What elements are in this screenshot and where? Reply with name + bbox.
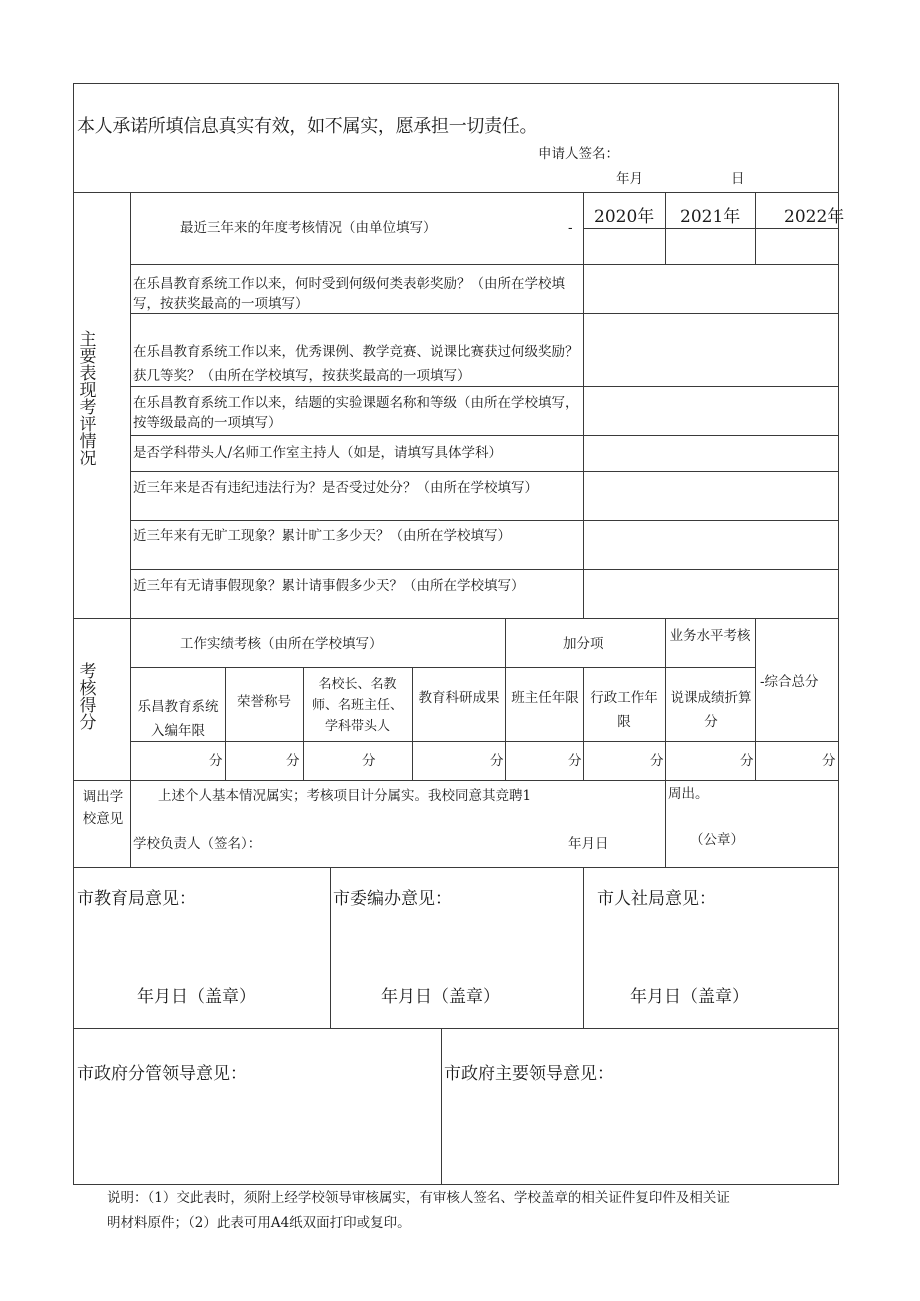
- divider: [755, 618, 756, 780]
- divider: [73, 618, 839, 619]
- divider: [583, 192, 584, 618]
- transfer-label: 调出学校意见: [82, 789, 124, 827]
- divider: [130, 780, 131, 867]
- divider: [505, 667, 506, 780]
- divider: [73, 780, 839, 781]
- performance-section-label: 主要表现考评情况: [79, 330, 97, 469]
- note-line-2: 明材料原件；（2）此表可用A4纸双面打印或复印。: [107, 1215, 411, 1231]
- divider: [505, 618, 506, 668]
- divider: [583, 667, 584, 780]
- divider: [130, 264, 839, 265]
- transfer-date: 年月日: [568, 836, 609, 852]
- divider: [130, 471, 839, 472]
- divider: [73, 867, 839, 868]
- table-border-left: [73, 83, 74, 1185]
- performance-row-research: 在乐昌教育系统工作以来，结题的实验课题名称和等级（由所在学校填写，按等级最高的一项填写）: [133, 395, 579, 431]
- signature-label: 申请人签名：: [538, 146, 619, 162]
- divider: [225, 667, 226, 780]
- seal-label: （公章）: [690, 832, 744, 848]
- score-unit-head-teacher: 分: [568, 753, 582, 769]
- education-bureau-date-seal: 年月日（盖章）: [137, 987, 256, 1007]
- chief-leader-opinion: 市政府主要领导意见：: [444, 1064, 614, 1084]
- divider: [665, 780, 666, 867]
- note-line-1: 说明：（1）交此表时，须附上经学校领导审核属实，有审核人签名、学校盖章的相关证件复印件及相关证: [107, 1190, 730, 1206]
- deputy-leader-opinion: 市政府分管领导意见：: [77, 1064, 247, 1084]
- performance-row-discipline: 近三年来是否有违纪违法行为？是否受过处分？（由所在学校填写）: [133, 480, 538, 496]
- performance-row-leave: 近三年有无请事假现象？累计请事假多少天？（由所在学校填写）: [133, 578, 525, 594]
- performance-row-absenteeism: 近三年来有无旷工现象？累计旷工多少天？（由所在学校填写）: [133, 528, 511, 544]
- col-honor-title: 荣誉称号: [237, 694, 291, 710]
- skill-header: 业务水平考核: [669, 628, 751, 644]
- col-research: 教育科研成果: [418, 690, 500, 706]
- divider: [73, 1028, 839, 1029]
- divider: [130, 569, 839, 570]
- hr-bureau-opinion: 市人社局意见：: [597, 889, 716, 909]
- annual-review-dash: -: [568, 220, 573, 236]
- score-unit-honor: 分: [286, 753, 300, 769]
- score-unit-research: 分: [490, 753, 504, 769]
- divider: [130, 667, 755, 668]
- col-head-teacher: 班主任年限: [511, 690, 579, 706]
- table-border-top: [73, 83, 839, 84]
- work-review-header: 工作实绩考核（由所在学校填写）: [180, 636, 383, 652]
- committee-office-opinion: 市委编办意见：: [333, 889, 452, 909]
- table-border-right: [838, 83, 839, 1185]
- year-2020: 2020年: [594, 207, 655, 227]
- divider: [303, 667, 304, 780]
- divider: [130, 741, 839, 742]
- pledge-date-year-month: 年月: [616, 171, 643, 187]
- col-lecture: 说课成绩折算分: [670, 690, 752, 730]
- pledge-date-day: 日: [731, 171, 745, 187]
- divider: [441, 1028, 442, 1184]
- table-border-bottom: [73, 1184, 839, 1185]
- performance-row-honors: 在乐昌教育系统工作以来，何时受到何级何类表彰奖励？（由所在学校填写，按获奖最高的一项填写）: [133, 276, 565, 312]
- performance-row-teaching-awards: 在乐昌教育系统工作以来，优秀课例、教学竞赛、说课比赛获过何级奖励？获几等奖？（由所在学校填写，按获奖最高的一项填写）: [133, 344, 579, 384]
- col-famous: 名校长、名教师、名班主任、学科带头人: [311, 677, 403, 734]
- divider: [130, 520, 839, 521]
- education-bureau-opinion: 市教育局意见：: [77, 889, 196, 909]
- col-tenure: 乐昌教育系统入编年限: [137, 699, 219, 739]
- annual-review-label: 最近三年来的年度考核情况（由单位填写）: [180, 220, 437, 236]
- principal-label: 学校负责人（签名）：: [133, 836, 262, 852]
- pledge-statement: 本人承诺所填信息真实有效，如不属实，愿承担一切责任。: [77, 116, 538, 137]
- bonus-header: 加分项: [563, 636, 604, 652]
- score-unit-lecture: 分: [740, 753, 754, 769]
- score-unit-famous: 分: [362, 753, 376, 769]
- transfer-continuation: 周出。: [668, 786, 709, 802]
- divider: [583, 867, 584, 1028]
- performance-row-subject-leader: 是否学科带头人/名师工作室主持人（如是，请填写具体学科）: [133, 445, 503, 461]
- year-2021: 2021年: [680, 207, 741, 227]
- committee-office-date-seal: 年月日（盖章）: [381, 987, 500, 1007]
- divider: [73, 192, 839, 193]
- score-unit-tenure: 分: [209, 753, 223, 769]
- divider: [130, 435, 839, 436]
- transfer-statement: 上述个人基本情况属实；考核项目计分属实。我校同意其竞聘1: [158, 788, 532, 804]
- year-2022: 2022年: [784, 207, 845, 227]
- col-admin: 行政工作年限: [590, 690, 658, 730]
- hr-bureau-date-seal: 年月日（盖章）: [630, 987, 749, 1007]
- divider: [330, 867, 331, 1028]
- divider: [130, 192, 131, 780]
- score-unit-admin: 分: [650, 753, 664, 769]
- total-header: -综合总分: [760, 674, 819, 690]
- divider: [665, 618, 666, 780]
- divider: [412, 667, 413, 780]
- scoring-section-label: 考核得分: [79, 662, 97, 733]
- score-unit-total: 分: [822, 753, 836, 769]
